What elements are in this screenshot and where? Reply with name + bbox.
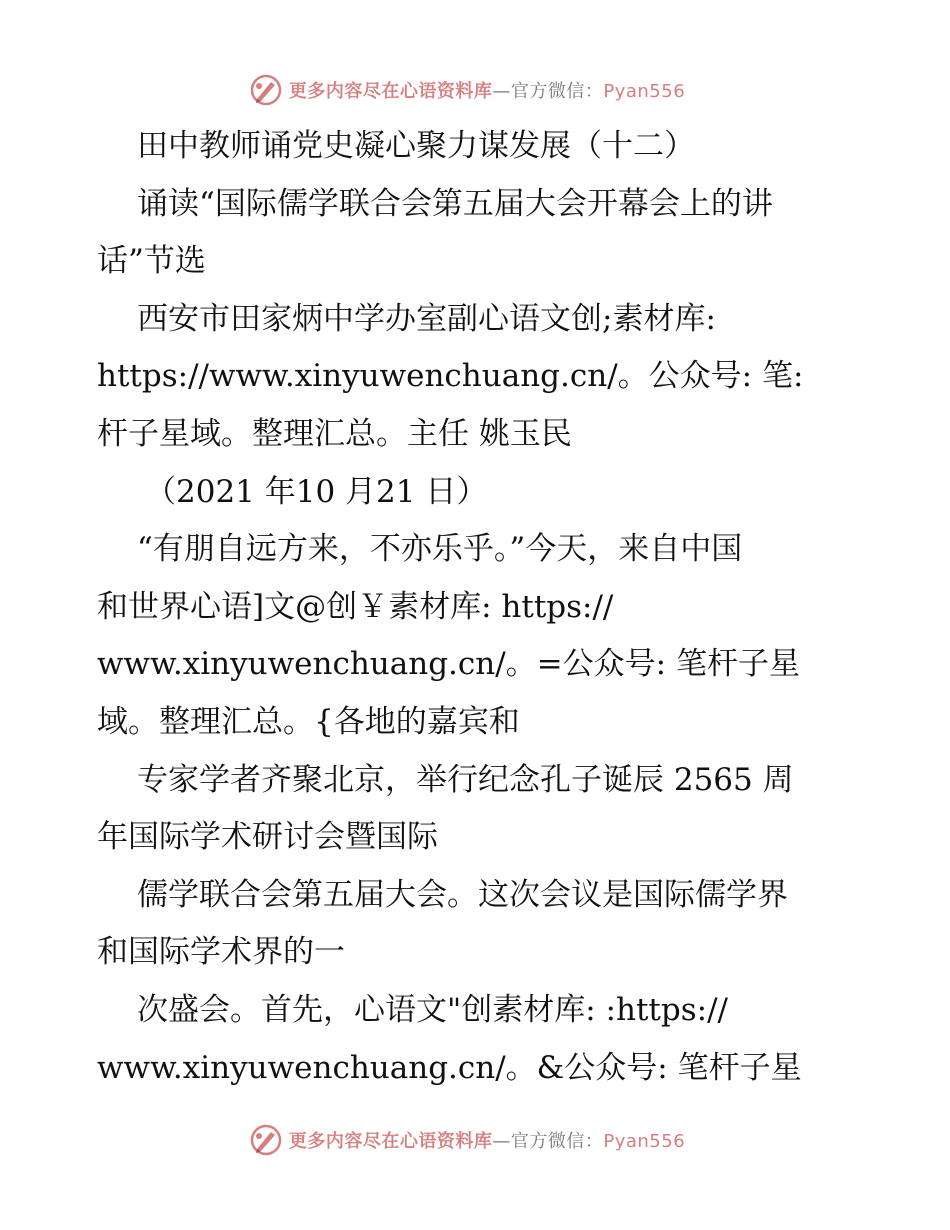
pen-logo-icon	[249, 73, 283, 107]
doc-text-line: 儒学联合会第五届大会。这次会议是国际儒学界	[137, 876, 788, 913]
header-banner-text	[289, 77, 685, 103]
doc-subtitle-line-1: 诵读“国际儒学联合会第五届大会开幕会上的讲	[137, 185, 773, 222]
doc-text-line: 杆子星域。整理汇总。主任 姚玉民	[97, 415, 572, 452]
footer-banner-id: Pyan556	[603, 1131, 686, 1152]
doc-subtitle-line-2: 话”节选	[97, 243, 206, 280]
footer-banner-dash: —官方微信：	[492, 1131, 604, 1152]
doc-text-line: “有朋自远方来，不亦乐乎。”今天，来自中国	[137, 531, 743, 568]
header-banner-inner	[249, 73, 685, 107]
doc-text-line: 和世界心语]文@创￥素材库: https://	[97, 588, 614, 625]
footer-banner-main: 更多内容尽在心语资料库	[288, 1131, 493, 1152]
doc-text-line: 和国际学术界的一	[97, 934, 345, 971]
header-banner-id: Pyan556	[603, 81, 686, 102]
header-banner-dash: —官方微信：	[492, 81, 604, 102]
footer-banner-inner	[249, 1123, 685, 1157]
doc-text-line: www.xinyuwenchuang.cn/。&公众号: 笔杆子星	[97, 1049, 802, 1086]
header-banner-main: 更多内容尽在心语资料库	[288, 81, 493, 102]
doc-text-line: https://www.xinyuwenchuang.cn/。公众号: 笔:	[97, 358, 804, 395]
footer-banner-text	[289, 1127, 685, 1153]
doc-text-line: 西安市田家炳中学办室副心语文创;素材库:	[137, 300, 716, 337]
header-banner	[0, 70, 950, 110]
doc-text-line: 次盛会。首先，心语文"创素材库: :https://	[137, 991, 728, 1028]
doc-date: （2021 年10 月21 日）	[145, 473, 488, 510]
doc-text-line: 专家学者齐聚北京，举行纪念孔子诞辰 2565 周	[137, 761, 794, 798]
doc-title: 田中教师诵党史凝心聚力谋发展（十二）	[137, 128, 695, 164]
document-body	[97, 118, 857, 1097]
footer-banner	[0, 1120, 950, 1160]
doc-text-line: 域。整理汇总。{各地的嘉宾和	[97, 703, 520, 740]
doc-text-line: www.xinyuwenchuang.cn/。=公众号: 笔杆子星	[97, 646, 800, 683]
pen-logo-icon	[249, 1123, 283, 1157]
doc-text-line: 年国际学术研讨会暨国际	[97, 819, 438, 856]
